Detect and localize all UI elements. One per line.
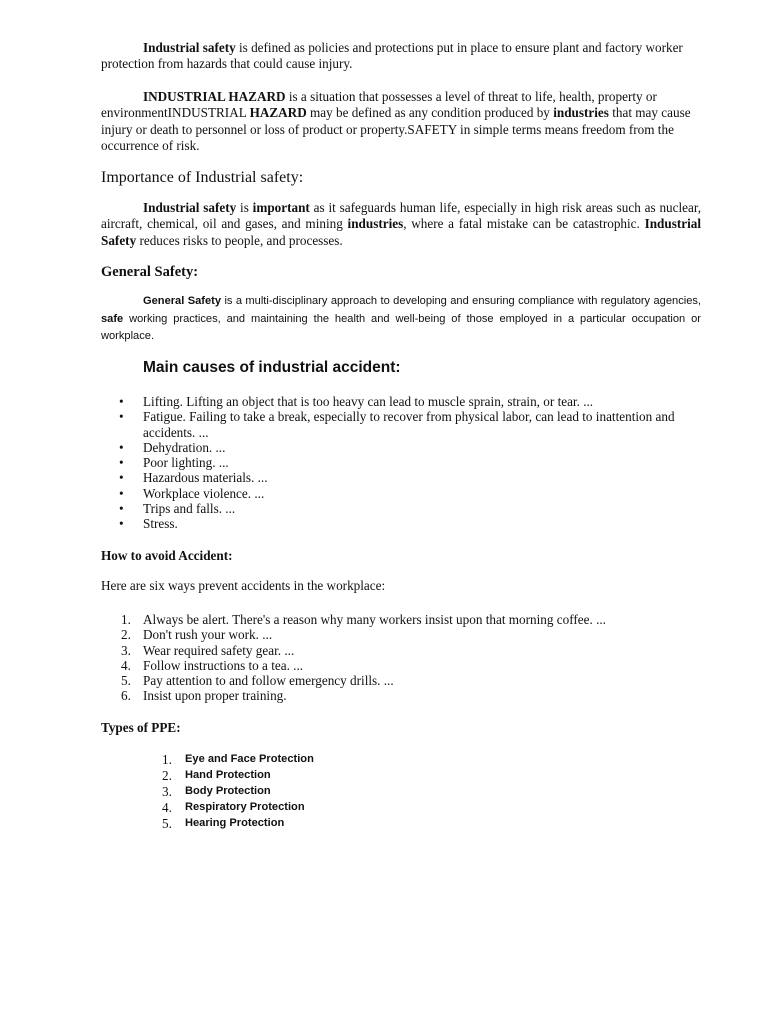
hazard-text-1: is a situation that possesses a level of threat to life, health, property or environmentINDUSTRIAL xyxy=(101,89,657,121)
list-item-text: Lifting. Lifting an object that is too heavy can lead to muscle sprain, strain, or tear. ... xyxy=(143,394,594,409)
term-industrial-safety-2: Industrial safety xyxy=(143,200,237,215)
ppe-heading: Types of PPE: xyxy=(101,720,181,735)
list-number: 1. xyxy=(121,612,131,627)
list-item xyxy=(101,643,701,658)
list-number: 2. xyxy=(121,627,131,643)
list-item-text: Body Protection xyxy=(185,784,271,797)
list-item-text: Hand Protection xyxy=(185,768,271,781)
list-item-text: Fatigue. Failing to take a break, especially to recover from physical labor, can lead to inattention and accidents. ... xyxy=(143,409,675,440)
list-item-text: Insist upon proper training. xyxy=(143,688,287,704)
list-item xyxy=(101,455,701,470)
bullet-icon: • xyxy=(119,485,124,501)
term-hazard: HAZARD xyxy=(249,105,307,121)
list-item xyxy=(101,394,701,409)
importance-text-4: reduces risks to people, and processes. xyxy=(136,232,343,248)
list-item xyxy=(101,688,701,703)
hazard-text-3: that may cause injury or death to personnel or loss of product or property.SAFETY in simple terms means freedom from the occurrence of risk. xyxy=(101,105,691,154)
list-item xyxy=(143,752,314,768)
importance-paragraph xyxy=(101,200,701,249)
importance-text-2: as it safeguards human life, especially in high risk areas such as nuclear, aircraft, chemical, oil and gases, and mining xyxy=(101,200,702,232)
list-number: 1. xyxy=(162,752,172,767)
avoid-intro: Here are six ways prevent accidents in the workplace: xyxy=(101,578,386,593)
list-item-text: Dehydration. ... xyxy=(143,439,226,455)
list-item-text: Hearing Protection xyxy=(185,816,285,829)
list-item xyxy=(143,816,314,832)
term-industrial-hazard: INDUSTRIAL HAZARD xyxy=(143,89,286,104)
list-item-text: Poor lighting. ... xyxy=(143,455,229,471)
list-number: 6. xyxy=(121,688,131,704)
avoid-steps-list xyxy=(101,612,701,704)
list-number: 4. xyxy=(162,799,172,815)
term-industrial-safety-3: Industrial Safety xyxy=(101,216,701,248)
list-item xyxy=(101,409,701,440)
list-item-text: Stress. xyxy=(143,516,178,532)
bullet-icon: • xyxy=(119,470,124,486)
general-safety-paragraph xyxy=(101,293,701,346)
list-item xyxy=(101,673,701,688)
list-item-text: Don't rush your work. ... xyxy=(143,627,273,643)
hazard-text-2: may be defined as any condition produced by xyxy=(306,105,554,121)
list-item xyxy=(143,768,314,784)
intro-text: is defined as policies and protections put in place to ensure plant and factory worker protection from hazards that could cause injury. xyxy=(101,40,683,72)
ppe-list xyxy=(143,752,314,832)
importance-heading: Importance of Industrial safety: xyxy=(101,169,304,186)
bullet-icon: • xyxy=(119,516,124,532)
list-item-text: Wear required safety gear. ... xyxy=(143,642,295,658)
list-item xyxy=(143,800,314,816)
term-industries: industries xyxy=(553,105,609,121)
list-item-text: Eye and Face Protection xyxy=(185,753,314,765)
list-item-text: Follow instructions to a tea. ... xyxy=(143,657,304,673)
bullet-icon: • xyxy=(119,439,124,455)
list-item xyxy=(101,440,701,455)
general-safety-heading: General Safety: xyxy=(101,264,199,280)
general-text-1: is a multi-disciplinary approach to developing and ensuring compliance with regulatory agencies, xyxy=(221,295,702,307)
bullet-icon: • xyxy=(119,409,124,425)
term-safe: safe xyxy=(101,312,124,325)
list-number: 2. xyxy=(162,767,172,783)
list-item xyxy=(143,784,314,800)
importance-text-1: is xyxy=(236,200,253,215)
hazard-paragraph xyxy=(101,89,701,155)
term-important: important xyxy=(252,200,310,215)
list-item xyxy=(101,501,701,516)
list-number: 3. xyxy=(162,783,172,799)
list-item xyxy=(101,612,701,627)
list-number: 5. xyxy=(121,673,131,689)
intro-paragraph xyxy=(101,40,701,73)
list-item xyxy=(101,627,701,642)
list-item-text: Hazardous materials. ... xyxy=(143,470,268,486)
term-industrial-safety: Industrial safety xyxy=(143,40,236,55)
list-item xyxy=(101,658,701,673)
list-number: 5. xyxy=(162,815,172,831)
list-number: 3. xyxy=(121,642,131,658)
term-industries-2: industries xyxy=(347,216,404,232)
list-item-text: Trips and falls. ... xyxy=(143,501,236,517)
bullet-icon: • xyxy=(119,455,124,471)
bullet-icon: • xyxy=(119,501,124,517)
avoid-accident-heading: How to avoid Accident: xyxy=(101,548,233,563)
causes-list xyxy=(101,394,701,532)
list-item xyxy=(101,486,701,501)
bullet-icon: • xyxy=(119,394,124,409)
list-item xyxy=(101,470,701,485)
main-causes-heading: Main causes of industrial accident: xyxy=(143,359,401,376)
general-text-2: working practices, and maintaining the health and well-being of those employed in a particular occupation or workplace. xyxy=(101,312,701,342)
list-number: 4. xyxy=(121,657,131,673)
importance-text-3: , where a fatal mistake can be catastrophic. xyxy=(403,216,645,232)
term-general-safety: General Safety xyxy=(143,295,222,307)
list-item xyxy=(101,516,701,531)
list-item-text: Respiratory Protection xyxy=(185,800,305,813)
list-item-text: Workplace violence. ... xyxy=(143,485,265,501)
list-item-text: Pay attention to and follow emergency drills. ... xyxy=(143,673,394,689)
list-item-text: Always be alert. There's a reason why many workers insist upon that morning coffee. ... xyxy=(143,612,606,627)
